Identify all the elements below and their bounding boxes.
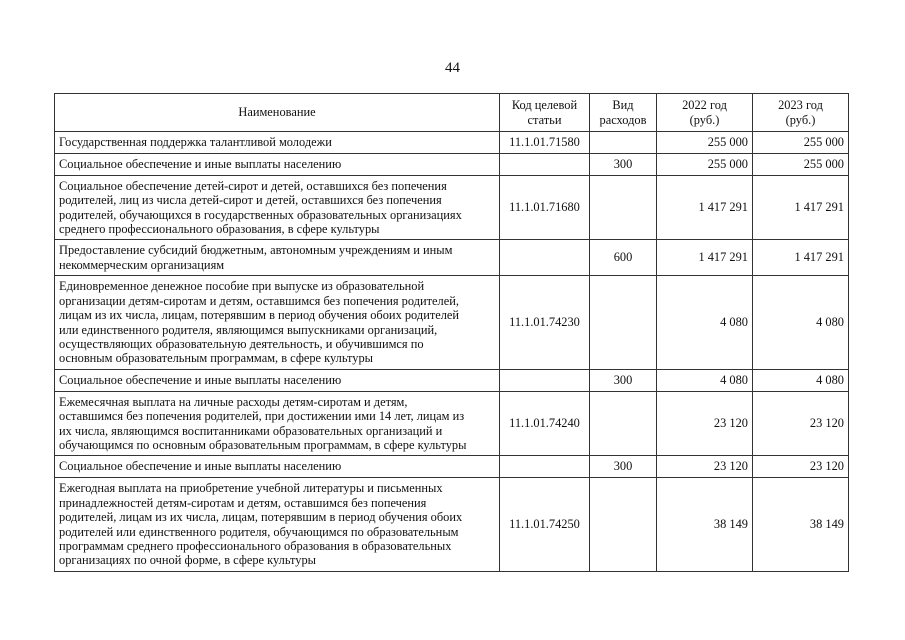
table-header-row bbox=[55, 94, 849, 132]
row-code bbox=[500, 392, 590, 456]
row-amount-2023-text: 23 120 bbox=[809, 416, 844, 431]
row-name bbox=[55, 456, 500, 478]
row-name-text: Ежемесячная выплата на личные расходы детям-сиротам и детям, оставшимся без попечения родителей, при достижении ими 14 лет, лицам из их числа, являющимся воспитанниками образовательных организаций и обучающимся по основным образовательным программам, в сфере культуры bbox=[59, 394, 467, 452]
row-name-text: Единовременное денежное пособие при выпуске из образовательной организации детям-сиротам и детям, оставшимся без попечения родителей, лицам из их числа, лицам, потерявшим в период обучения обоих родителей или единственного родителя, являющимся выпускниками организаций, осуществляющих образовательную деятельность, и обучившимся по основным образовательным программам, в сфере культуры bbox=[59, 279, 460, 366]
row-expense-type bbox=[590, 154, 657, 176]
row-expense-type bbox=[590, 478, 657, 572]
row-name bbox=[55, 276, 500, 370]
table-row bbox=[55, 154, 849, 176]
header-code: Код целевой статьи bbox=[500, 94, 590, 132]
row-expense-type bbox=[590, 370, 657, 392]
table-row bbox=[55, 176, 849, 240]
row-code bbox=[500, 478, 590, 572]
row-amount-2022 bbox=[657, 240, 753, 276]
row-code bbox=[500, 456, 590, 478]
row-name bbox=[55, 154, 500, 176]
row-code-text: 11.1.01.71580 bbox=[509, 135, 580, 150]
row-amount-2022-text: 1 417 291 bbox=[698, 250, 748, 265]
row-code bbox=[500, 132, 590, 154]
table-row bbox=[55, 240, 849, 276]
row-code-text: 11.1.01.74230 bbox=[509, 315, 580, 330]
row-amount-2023-text: 1 417 291 bbox=[794, 200, 844, 215]
row-amount-2022-text: 255 000 bbox=[707, 135, 748, 150]
row-amount-2022 bbox=[657, 276, 753, 370]
row-name-text: Социальное обеспечение и иные выплаты населению bbox=[59, 373, 342, 388]
row-amount-2022 bbox=[657, 456, 753, 478]
row-amount-2022 bbox=[657, 478, 753, 572]
row-expense-type bbox=[590, 392, 657, 456]
row-name bbox=[55, 478, 500, 572]
row-amount-2022-text: 4 080 bbox=[720, 315, 748, 330]
page-number: 44 bbox=[445, 60, 460, 76]
header-2023: 2023 год (руб.) bbox=[753, 94, 849, 132]
row-amount-2023-text: 38 149 bbox=[809, 517, 844, 532]
table-row bbox=[55, 370, 849, 392]
row-amount-2022-text: 255 000 bbox=[707, 157, 748, 172]
row-amount-2023 bbox=[753, 276, 849, 370]
row-amount-2023-text: 4 080 bbox=[816, 373, 844, 388]
row-amount-2022 bbox=[657, 154, 753, 176]
table-row bbox=[55, 276, 849, 370]
row-code-text: 11.1.01.74250 bbox=[509, 517, 580, 532]
header-2022: 2022 год (руб.) bbox=[657, 94, 753, 132]
row-amount-2022 bbox=[657, 132, 753, 154]
table-row bbox=[55, 456, 849, 478]
row-expense-type-text: 300 bbox=[613, 373, 633, 388]
row-amount-2023-text: 1 417 291 bbox=[794, 250, 844, 265]
row-amount-2022-text: 4 080 bbox=[720, 373, 748, 388]
row-code-text: 11.1.01.71680 bbox=[509, 200, 580, 215]
row-expense-type-text: 300 bbox=[613, 459, 633, 474]
row-code bbox=[500, 154, 590, 176]
row-amount-2023 bbox=[753, 392, 849, 456]
table-row bbox=[55, 478, 849, 572]
row-amount-2023 bbox=[753, 132, 849, 154]
row-expense-type bbox=[590, 240, 657, 276]
row-expense-type bbox=[590, 132, 657, 154]
table-row bbox=[55, 392, 849, 456]
row-name bbox=[55, 370, 500, 392]
row-amount-2023-text: 23 120 bbox=[809, 459, 844, 474]
budget-table bbox=[54, 93, 849, 572]
row-amount-2022 bbox=[657, 370, 753, 392]
row-amount-2023-text: 255 000 bbox=[803, 157, 844, 172]
row-name-text: Социальное обеспечение детей-сирот и детей, оставшихся без попечения родителей, лиц из числа детей-сирот и детей, оставшихся без попечения родителей, обучающихся в государственных образовательных организациях среднего профессионального образования, в сфере культуры bbox=[59, 178, 462, 236]
row-name-text: Социальное обеспечение и иные выплаты населению bbox=[59, 459, 342, 474]
row-expense-type-text: 600 bbox=[613, 250, 633, 265]
row-amount-2023 bbox=[753, 478, 849, 572]
row-code bbox=[500, 370, 590, 392]
row-name bbox=[55, 176, 500, 240]
row-amount-2023 bbox=[753, 154, 849, 176]
row-amount-2022 bbox=[657, 392, 753, 456]
table-row bbox=[55, 132, 849, 154]
row-amount-2023 bbox=[753, 456, 849, 478]
row-expense-type bbox=[590, 276, 657, 370]
row-name bbox=[55, 392, 500, 456]
header-name: Наименование bbox=[55, 94, 500, 132]
row-code bbox=[500, 276, 590, 370]
row-amount-2023-text: 255 000 bbox=[803, 135, 844, 150]
row-code bbox=[500, 176, 590, 240]
row-name bbox=[55, 240, 500, 276]
row-amount-2023 bbox=[753, 176, 849, 240]
row-amount-2022-text: 1 417 291 bbox=[698, 200, 748, 215]
row-amount-2023-text: 4 080 bbox=[816, 315, 844, 330]
row-expense-type bbox=[590, 176, 657, 240]
row-amount-2023 bbox=[753, 370, 849, 392]
header-type: Вид расходов bbox=[590, 94, 657, 132]
row-expense-type-text: 300 bbox=[613, 157, 633, 172]
row-name bbox=[55, 132, 500, 154]
row-name-text: Предоставление субсидий бюджетным, автономным учреждениям и иным некоммерческим организациям bbox=[59, 243, 453, 272]
row-name-text: Социальное обеспечение и иные выплаты населению bbox=[59, 157, 342, 172]
row-expense-type bbox=[590, 456, 657, 478]
row-code-text: 11.1.01.74240 bbox=[509, 416, 580, 431]
row-amount-2022-text: 23 120 bbox=[713, 459, 748, 474]
row-name-text: Государственная поддержка талантливой молодежи bbox=[59, 135, 332, 150]
row-amount-2022 bbox=[657, 176, 753, 240]
row-amount-2023 bbox=[753, 240, 849, 276]
row-name-text: Ежегодная выплата на приобретение учебной литературы и письменных принадлежностей детям-сиротам и детям, оставшимся без попечения родителей, лицам из их числа, лицам, потерявшим в период обучения обоих родителей или единственного родителя, обучающимся по образовательным программам среднего профессионального образования в образовательных организациях по очной форме, в сфере культуры bbox=[59, 481, 463, 568]
row-amount-2022-text: 38 149 bbox=[713, 517, 748, 532]
row-code bbox=[500, 240, 590, 276]
row-amount-2022-text: 23 120 bbox=[713, 416, 748, 431]
